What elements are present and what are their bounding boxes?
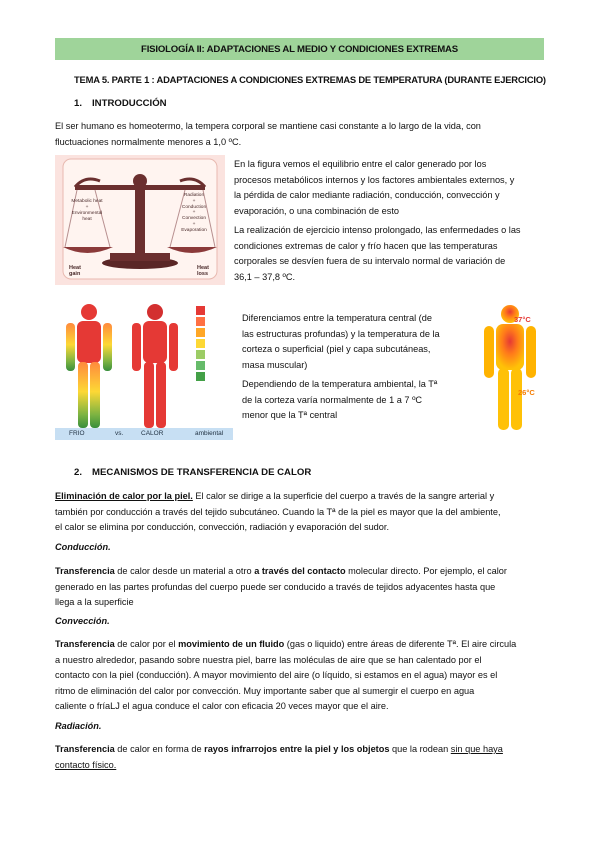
text-run: Transferencia: [55, 744, 115, 754]
text-line: las estructuras profundas) y la temperatura de la: [242, 328, 440, 339]
text-line: procesos metabólicos internos y los factores ambientales externos, y: [234, 174, 515, 185]
core-shell-figure: [474, 302, 546, 434]
intro-paragraph: [55, 119, 545, 150]
text-line: contacto físico.: [55, 759, 117, 770]
document-banner: FISIOLOGÍA II: ADAPTACIONES AL MEDIO Y CONDICIONES EXTREMAS: [55, 38, 544, 60]
text-line: corteza o superficial (piel y capa subcutáneas,: [242, 344, 431, 354]
scale-description: [234, 157, 554, 219]
intro-line: El ser humano es homeotermo, la tempera corporal se mantiene casi constante a lo largo de la vida, con: [55, 121, 481, 131]
text-line: menor que la Tª central: [242, 410, 338, 420]
text-run: molecular directo. Por ejemplo, el calor: [345, 566, 507, 576]
text-line: también por conducción a través del tejido subcutáneo. Cuando la Tª de la piel es mayor que la del ambiente,: [55, 506, 501, 517]
text-line: contacto con la piel (conducción). A mayor movimiento del aire (o líquido, si estamos en el agua) mayor es el: [55, 670, 498, 680]
heat-gain-label: Heat gain: [69, 265, 81, 277]
convection-paragraph: [55, 637, 555, 715]
legend-swatch: [196, 317, 205, 326]
text-line: La realización de ejercicio intenso prolongado, las enfermedades o las: [234, 225, 521, 235]
text-line: de la corteza varía normalmente de 1 a 7 ºC: [242, 394, 423, 405]
heat-loss-label: Heat loss: [197, 265, 209, 277]
text-line: masa muscular): [242, 359, 308, 370]
text-run: a través del contacto: [254, 566, 346, 576]
text-line: condiciones extremas de calor y frío hacen que las temperaturas: [234, 240, 498, 251]
text-run: sin que haya: [450, 744, 503, 754]
text-line: generado en las partes profundas del cuerpo puede ser conducido a través de tejidos adyacentes hasta que: [55, 581, 496, 592]
section1-number: 1.: [74, 98, 83, 109]
heat-loss-mechanisms-label: Radiation + Conduction + Convection + Evaporation: [181, 193, 207, 233]
text-line: la pérdida de calor mediante radiación, conducción, convección y: [234, 190, 500, 200]
ambient-temp-description: [242, 377, 472, 424]
cold-label: FRIO: [69, 430, 85, 437]
text-line: Dependiendo de la temperatura ambiental, la Tª: [242, 379, 438, 389]
legend-swatch: [196, 339, 205, 348]
shell-temp-label: 26°C: [518, 388, 535, 397]
thermal-bodies-figure: [55, 300, 233, 440]
text-run: movimiento de un fluido: [178, 639, 285, 649]
temperature-legend: [196, 306, 205, 383]
text-line: ritmo de eliminación del calor por convección. Muy importante saber que al sumergir el cuerpo en agua: [55, 685, 475, 696]
convection-heading: Convección.: [55, 616, 110, 626]
text-run: de calor desde un material a otro: [114, 566, 255, 576]
radiation-paragraph: [55, 742, 555, 773]
lesson-subtitle: TEMA 5. PARTE 1 : ADAPTACIONES A CONDICIONES EXTREMAS DE TEMPERATURA (DURANTE EJERCICIO): [74, 74, 546, 85]
text-line: a nuestro alrededor, pasando sobre nuestra piel, barre las moléculas de aire que se han calentado por el: [55, 654, 482, 665]
legend-swatch: [196, 328, 205, 337]
text-line: Diferenciamos entre la temperatura central (de: [242, 313, 432, 323]
text-line: caliente o fríaLJ el agua conduce el calor con eficacia 20 veces mayor que el aire.: [55, 701, 389, 711]
text-run: Transferencia: [55, 639, 115, 649]
text-line: En la figura vemos el equilibrio entre el calor generado por los: [234, 159, 487, 169]
text-run: de calor en forma de: [114, 744, 205, 754]
metabolic-heat-label: Metabolic heat + Environmental heat: [71, 199, 103, 222]
skin-heat-elimination-paragraph: [55, 489, 555, 536]
legend-swatch: [196, 372, 205, 381]
legend-swatch: [196, 306, 205, 315]
text-line: llega a la superficie: [55, 597, 134, 607]
text-run: Transferencia: [55, 566, 115, 576]
section2-number: 2.: [74, 467, 83, 478]
core-temp-label: 37°C: [514, 315, 531, 324]
intro-line: fluctuaciones normalmente menores a 1,0 ºC.: [55, 136, 242, 147]
radiation-heading: Radiación.: [55, 721, 102, 731]
text-line: 36,1 – 37,8 ºC.: [234, 271, 296, 282]
text-run: de calor por el: [114, 639, 179, 649]
text-line: el calor se elimina por conducción, convección, radiación y evaporación del sudor.: [55, 522, 390, 532]
legend-swatch: [196, 350, 205, 359]
text-line: corporales se desvíen fuera de su intervalo normal de variación de: [234, 256, 506, 266]
text-run: (gas o liquido) entre áreas de diferente Tª. El aire circula: [284, 639, 517, 649]
text-line: evaporación, o una combinación de esto: [234, 205, 399, 216]
hot-body-icon: [132, 304, 178, 428]
elimination-heading: Eliminación de calor por la piel.: [55, 491, 193, 501]
text-run: rayos infrarrojos entre la piel y los objetos: [204, 744, 390, 754]
cold-body-icon: [66, 304, 112, 428]
legend-swatch: [196, 361, 205, 370]
conduction-paragraph: [55, 564, 555, 611]
heat-balance-figure: [55, 155, 225, 285]
section1-title: INTRODUCCIÓN: [92, 98, 167, 109]
exercise-description: [234, 223, 554, 285]
section2-title: MECANISMOS DE TRANSFERENCIA DE CALOR: [92, 467, 312, 478]
text-run: que la rodean: [389, 744, 451, 754]
ambient-label: ambiental: [195, 430, 224, 437]
conduction-heading: Conducción.: [55, 542, 111, 552]
central-temp-description: [242, 311, 472, 373]
versus-label: vs.: [115, 430, 124, 437]
hot-label: CALOR: [141, 430, 164, 437]
text-run: El calor se dirige a la superficie del cuerpo a través de la sangre arterial y: [192, 491, 495, 501]
